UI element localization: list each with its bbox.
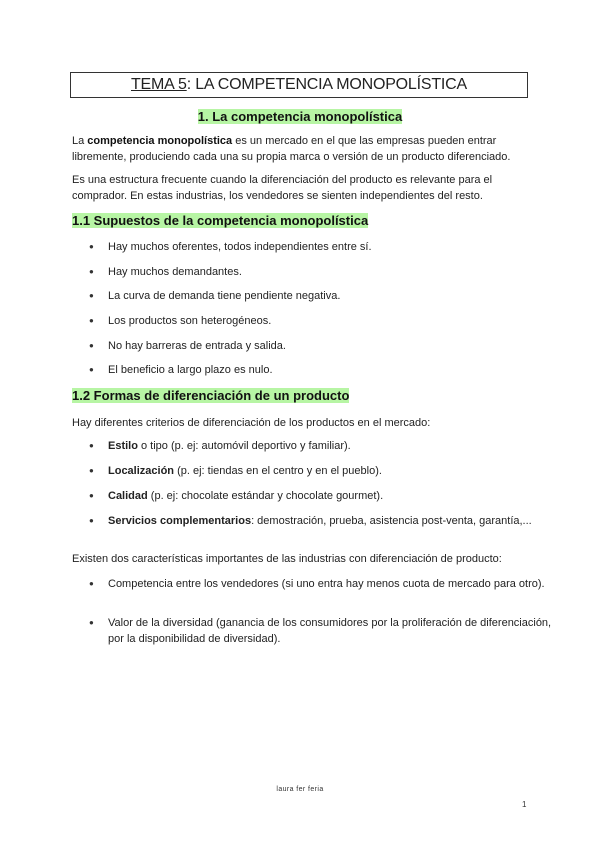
list-item: ● Calidad (p. ej: chocolate estándar y chocolate gourmet). (72, 488, 568, 504)
definition-paragraph: La competencia monopolística es un mercado en el que las empresas pueden entrar libremente, produciendo cada una su propia marca o versión de un producto diferenciado. (72, 135, 511, 163)
footer-author: laura fer feria (276, 786, 324, 793)
list-item: ● Localización (p. ej: tiendas en el centro y en el pueblo). (72, 463, 568, 479)
criteria-intro: Hay diferentes criterios de diferenciación de los productos en el mercado: (72, 417, 431, 429)
tema-label: TEMA 5 (130, 76, 187, 93)
characteristics-intro: Existen dos características importantes de las industrias con diferenciación de producto: (72, 553, 502, 565)
list-item: ● Competencia entre los vendedores (si uno entra hay menos cuota de mercado para otro). (72, 576, 568, 592)
list-item: ● Hay muchos oferentes, todos independientes entre sí. (72, 239, 568, 255)
list-item: ● La curva de demanda tiene pendiente negativa. (72, 288, 568, 304)
section-1-heading: 1. La competencia monopolística (197, 109, 403, 124)
structure-paragraph: Es una estructura frecuente cuando la diferenciación del producto es relevante para el comprador. En estas industrias, los vendedores se sienten independientes del resto. (72, 174, 493, 202)
list-item: ● Los productos son heterogéneos. (72, 313, 568, 329)
list-item: ● Servicios complementarios: demostración, prueba, asistencia post-venta, garantía,... (72, 513, 568, 529)
list-item: ● Estilo o tipo (p. ej: automóvil deportivo y familiar). (72, 438, 568, 454)
list-item: ● Hay muchos demandantes. (72, 264, 568, 280)
title-text: : LA COMPETENCIA MONOPOLÍSTICA (186, 76, 467, 93)
section-1-1-heading: 1.1 Supuestos de la competencia monopolística (72, 213, 369, 228)
list-item: ● El beneficio a largo plazo es nulo. (72, 362, 568, 378)
list-item: ● Valor de la diversidad (ganancia de los consumidores por la proliferación de diferenciación, por la disponibilidad de diversidad). (72, 615, 568, 647)
list-item: ● No hay barreras de entrada y salida. (72, 338, 568, 354)
page-number: 1 (522, 800, 527, 809)
section-1-2-heading: 1.2 Formas de diferenciación de un producto (72, 388, 350, 403)
page-title (70, 72, 528, 98)
definition-term: competencia monopolística (87, 135, 233, 147)
